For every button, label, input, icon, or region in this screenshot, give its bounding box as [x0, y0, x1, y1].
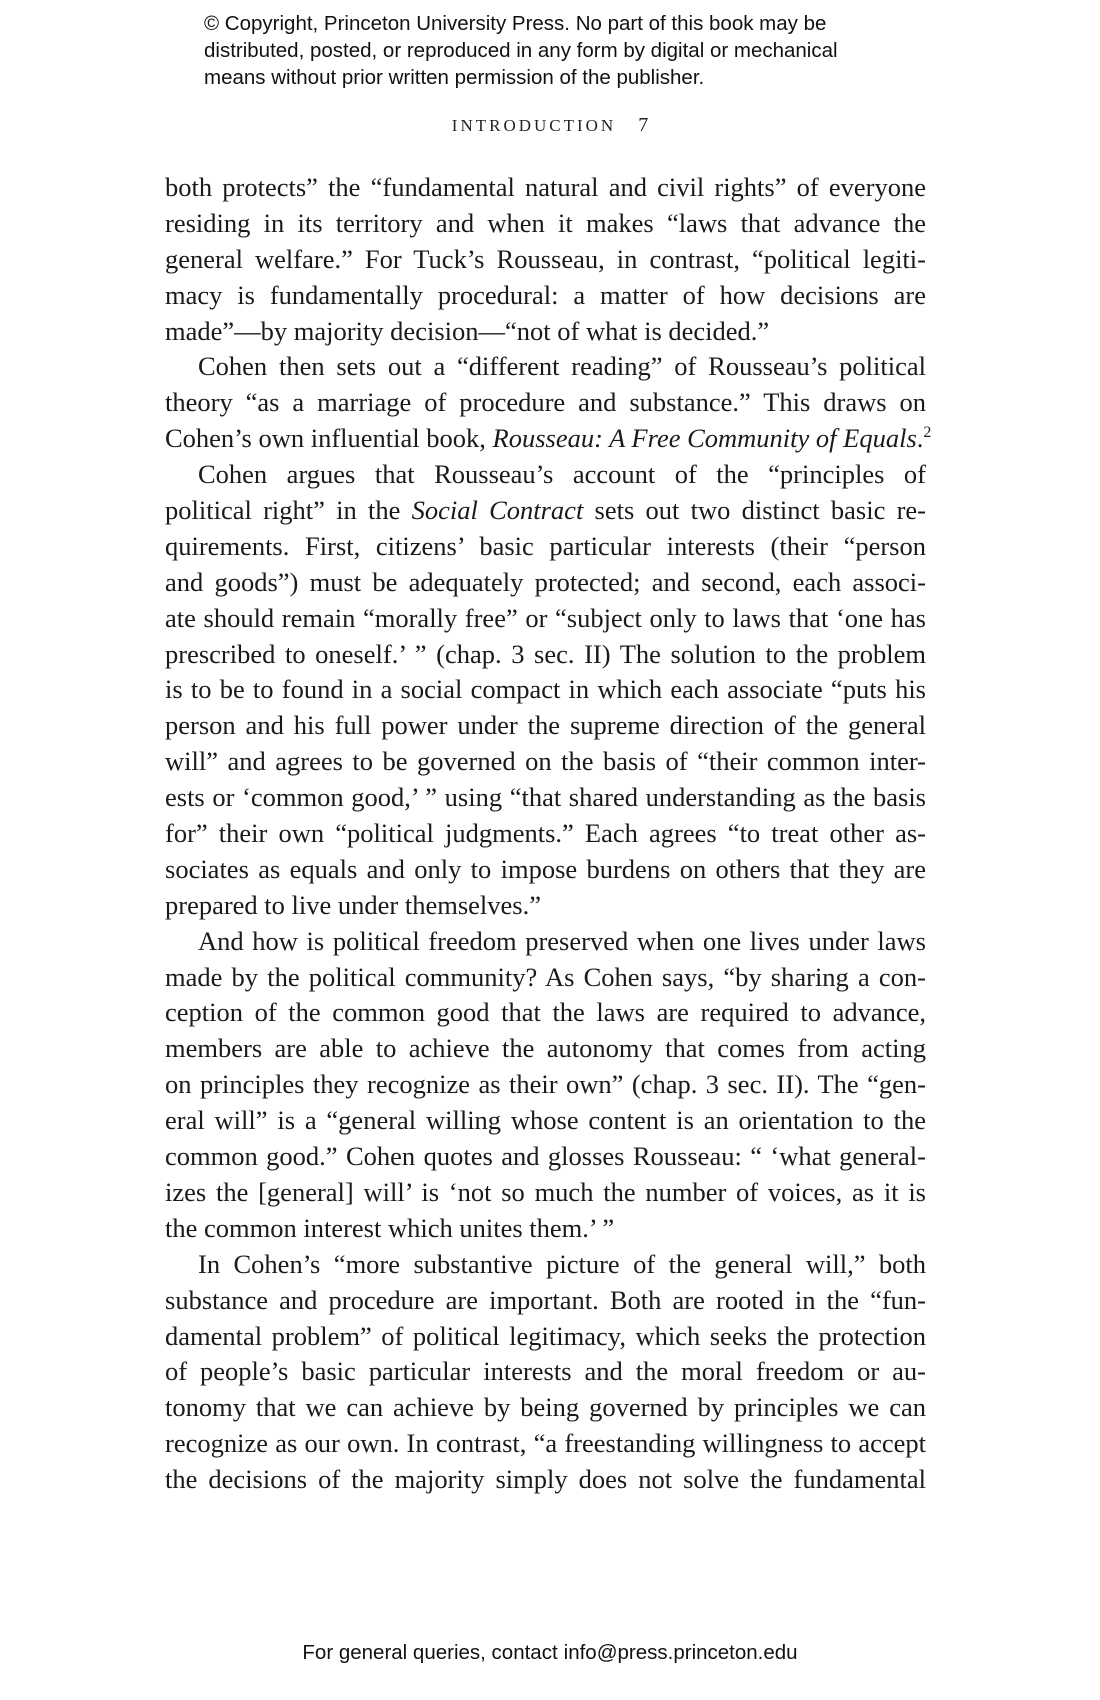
page-number: 7: [638, 114, 649, 136]
text-line: ests or ‘common good,’ ” using “that shared understanding as the basis: [165, 782, 926, 813]
text-line: person and his full power under the supreme direction of the general: [165, 710, 926, 741]
text-line: will” and agrees to be governed on the basis of “their common inter-: [165, 746, 926, 777]
text-line: the common interest which unites them.’ ”: [165, 1212, 615, 1243]
running-head-title: INTRODUCTION: [451, 116, 617, 135]
text-line: Cohen argues that Rousseau’s account of the “principles of: [198, 459, 926, 490]
body-text: [165, 170, 932, 1498]
text-line: both protects” the “fundamental natural and civil rights” of everyone: [165, 172, 926, 202]
work-title: Social Contract: [411, 495, 584, 526]
text-line: macy is fundamentally procedural: a matter of how decisions are: [165, 279, 926, 310]
text-line: on principles they recognize as their own” (chap. 3 sec. II). The “gen-: [165, 1069, 926, 1100]
text-line: eral will” is a “general willing whose content is an orientation to the: [165, 1105, 926, 1136]
text-line: made by the political community? As Cohen says, “by sharing a con-: [165, 961, 926, 992]
text-line: substance and procedure are important. Both are rooted in the “fun-: [165, 1284, 926, 1315]
text-line: prepared to live under themselves.”: [165, 889, 542, 920]
text-line: residing in its territory and when it makes “laws that advance the: [165, 207, 926, 238]
text-line: ate should remain “morally free” or “subject only to laws that ‘one has: [165, 602, 926, 633]
text-line: members are able to achieve the autonomy that comes from acting: [165, 1033, 926, 1064]
text-fragment: .: [916, 423, 924, 454]
copyright-line: distributed, posted, or reproduced in any form by digital or mechanical: [204, 39, 838, 62]
text-line: common good.” Cohen quotes and glosses Rousseau: “ ‘what general-: [165, 1141, 926, 1172]
text-line: theory “as a marriage of procedure and substance.” This draws on: [165, 387, 926, 418]
text-line: In Cohen’s “more substantive picture of the general will,” both: [198, 1248, 926, 1279]
text-fragment: political right” in the: [165, 495, 412, 526]
copyright-line: means without prior written permission of the publisher.: [204, 66, 705, 89]
text-line: general welfare.” For Tuck’s Rousseau, in contrast, “political legiti-: [165, 243, 926, 274]
text-line: tonomy that we can achieve by being governed by principles we can: [165, 1392, 926, 1423]
text-fragment: Cohen’s own influential book,: [165, 423, 493, 454]
text-line: quirements. First, citizens’ basic particular interests (their “person: [165, 530, 926, 561]
text-line: Cohen then sets out a “different reading” of Rousseau’s political: [198, 351, 926, 382]
text-line: ception of the common good that the laws are required to advance,: [165, 997, 926, 1028]
book-title: Rousseau: A Free Community of Equals: [492, 423, 917, 454]
text-line: of people’s basic particular interests and the moral freedom or au-: [165, 1356, 926, 1387]
text-line: and goods”) must be adequately protected; and second, each associ-: [165, 566, 926, 597]
footer-label: For general queries, contact: [302, 1641, 558, 1664]
text-line: the decisions of the majority simply does not solve the fundamental: [165, 1464, 926, 1495]
text-line: sociates as equals and only to impose burdens on others that they are: [165, 853, 926, 884]
text-line: prescribed to oneself.’ ” (chap. 3 sec. II) The solution to the problem: [165, 638, 926, 669]
footer-email-link[interactable]: info@press.princeton.edu: [563, 1641, 798, 1664]
text-line: damental problem” of political legitimacy, which seeks the protection: [165, 1320, 926, 1351]
text-line: for” their own “political judgments.” Each agrees “to treat other as-: [165, 818, 926, 849]
running-head: [0, 114, 1100, 137]
text-line: izes the [general] will’ is ‘not so much the number of voices, as it is: [165, 1176, 926, 1207]
footnote-ref[interactable]: 2: [923, 424, 932, 442]
text-line-with-title: [165, 493, 926, 529]
footer: [0, 1641, 1100, 1665]
copyright-line: © Copyright, Princeton University Press. No part of this book may be: [204, 12, 827, 35]
copyright-notice: [204, 10, 924, 91]
text-line: recognize as our own. In contrast, “a freestanding willingness to accept: [165, 1428, 926, 1459]
text-line: And how is political freedom preserved when one lives under laws: [198, 925, 926, 956]
text-line: is to be to found in a social compact in which each associate “puts his: [165, 674, 926, 705]
text-line-with-title: [165, 421, 932, 457]
text-fragment: sets out two distinct basic re-: [583, 495, 927, 526]
text-line: made”—by majority decision—“not of what is decided.”: [165, 315, 770, 346]
